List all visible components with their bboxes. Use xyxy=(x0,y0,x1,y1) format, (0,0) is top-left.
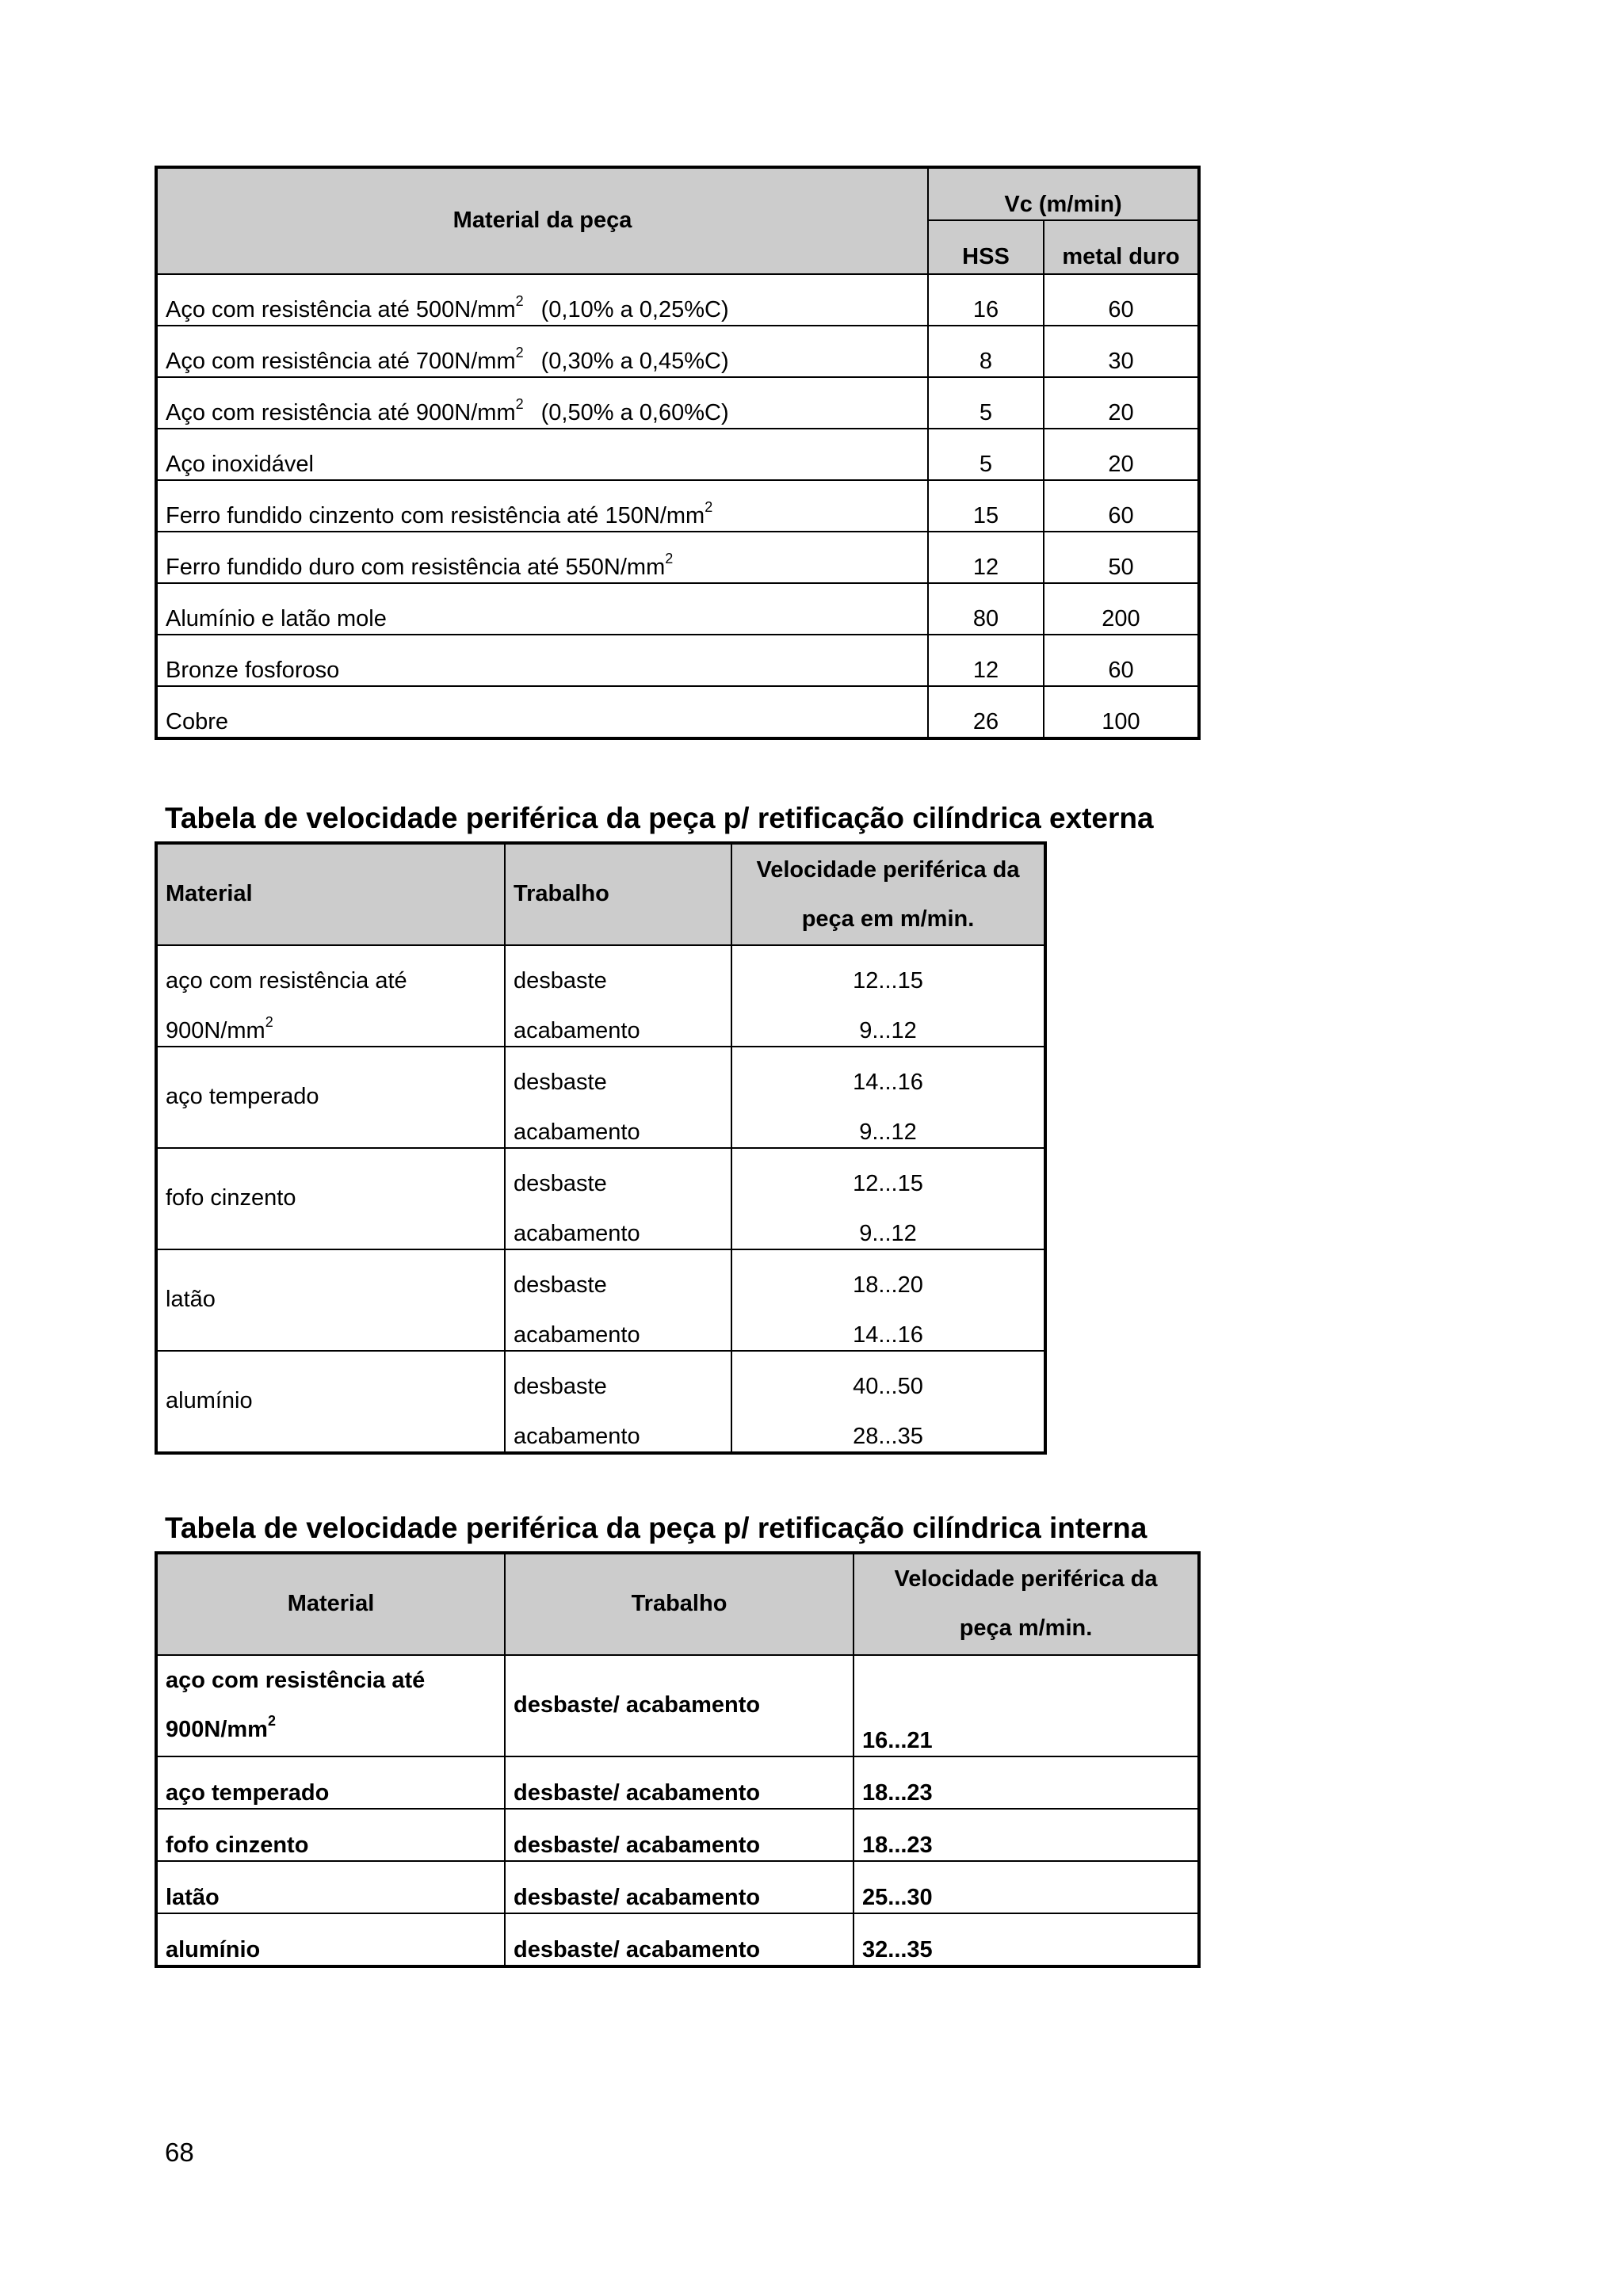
speed-cell: 12...15 xyxy=(731,945,1045,996)
header-trabalho: Trabalho xyxy=(505,843,731,945)
table-row xyxy=(156,635,1199,686)
external-grinding-table-title: Tabela de velocidade periférica da peça p/ retificação cilíndrica externa xyxy=(165,802,1154,834)
speed-cell: 18...23 xyxy=(854,1809,1199,1861)
speed-cell: 9...12 xyxy=(731,1097,1045,1148)
work-cell: acabamento xyxy=(505,1097,731,1148)
table-row xyxy=(156,1861,1199,1913)
hss-cell: 12 xyxy=(928,532,1044,583)
header-metal-duro: metal duro xyxy=(1044,220,1199,274)
material-cell: aço temperado xyxy=(156,1047,505,1148)
metal-duro-cell: 50 xyxy=(1044,532,1199,583)
metal-duro-cell: 20 xyxy=(1044,429,1199,480)
material-cell: $900N/mm^2$ xyxy=(156,996,505,1047)
table-row xyxy=(156,274,1199,326)
material-cell: Ferro fundido duro com resistência até $550N/mm^2$ xyxy=(156,532,928,583)
speed-cell: 32...35 xyxy=(854,1913,1199,1966)
speed-cell: 18...20 xyxy=(731,1249,1045,1300)
speed-cell: 28...35 xyxy=(731,1402,1045,1453)
material-cell: aço com resistência até $900N/mm^2$ xyxy=(156,1655,505,1756)
material-cell: Cobre xyxy=(156,686,928,738)
work-cell: acabamento xyxy=(505,1402,731,1453)
table-row xyxy=(156,480,1199,532)
hss-cell: 5 xyxy=(928,429,1044,480)
page-number: 68 xyxy=(165,2138,194,2167)
work-cell: acabamento xyxy=(505,996,731,1047)
work-cell: desbaste/ acabamento xyxy=(505,1756,854,1809)
speed-cell: 9...12 xyxy=(731,996,1045,1047)
table-row xyxy=(156,532,1199,583)
speed-cell: 18...23 xyxy=(854,1756,1199,1809)
speed-cell: 12...15 xyxy=(731,1148,1045,1199)
table-row xyxy=(156,996,1045,1047)
material-cell: aço com resistência até xyxy=(156,945,505,996)
metal-duro-cell: 20 xyxy=(1044,377,1199,429)
material-cell: alumínio xyxy=(156,1913,505,1966)
work-cell: desbaste/ acabamento xyxy=(505,1913,854,1966)
hss-cell: 80 xyxy=(928,583,1044,635)
header-velocidade: Velocidade periférica da peça m/min. xyxy=(854,1553,1199,1655)
external-grinding-table xyxy=(155,841,1047,1455)
material-cell: aço temperado xyxy=(156,1756,505,1809)
hss-cell: 26 xyxy=(928,686,1044,738)
table-row xyxy=(156,429,1199,480)
speed-cell: 9...12 xyxy=(731,1199,1045,1249)
speed-cell: 14...16 xyxy=(731,1300,1045,1351)
speed-cell: 25...30 xyxy=(854,1861,1199,1913)
table-row xyxy=(156,686,1199,738)
work-cell: desbaste xyxy=(505,945,731,996)
work-cell: acabamento xyxy=(505,1300,731,1351)
table-row xyxy=(156,945,1045,996)
material-cell: Aço com resistência até $900N/mm^2$ (0,50% a 0,60%C) xyxy=(156,377,928,429)
table-row xyxy=(156,1047,1045,1097)
header-material: Material xyxy=(156,843,505,945)
metal-duro-cell: 200 xyxy=(1044,583,1199,635)
internal-grinding-table xyxy=(155,1551,1201,1968)
speed-cell: 40...50 xyxy=(731,1351,1045,1402)
material-cell: alumínio xyxy=(156,1351,505,1453)
table-row xyxy=(156,1756,1199,1809)
metal-duro-cell: 60 xyxy=(1044,274,1199,326)
work-cell: desbaste xyxy=(505,1351,731,1402)
material-cell: Aço com resistência até $700N/mm^2$ (0,30% a 0,45%C) xyxy=(156,326,928,377)
speed-cell: 14...16 xyxy=(731,1047,1045,1097)
header-trabalho: Trabalho xyxy=(505,1553,854,1655)
work-cell: desbaste xyxy=(505,1148,731,1199)
metal-duro-cell: 60 xyxy=(1044,635,1199,686)
hss-cell: 5 xyxy=(928,377,1044,429)
table-row xyxy=(156,1148,1045,1199)
header-vc: Vc (m/min) xyxy=(928,167,1199,220)
table-row xyxy=(156,377,1199,429)
table-row xyxy=(156,1351,1045,1402)
material-cell: fofo cinzento xyxy=(156,1809,505,1861)
cutting-speed-table xyxy=(155,166,1201,740)
hss-cell: 16 xyxy=(928,274,1044,326)
work-cell: desbaste/ acabamento xyxy=(505,1809,854,1861)
header-velocidade: Velocidade periférica da peça em m/min. xyxy=(731,843,1045,945)
material-cell: Ferro fundido cinzento com resistência até $150N/mm^2$ xyxy=(156,480,928,532)
header-material: Material xyxy=(156,1553,505,1655)
work-cell: desbaste/ acabamento xyxy=(505,1861,854,1913)
material-cell: latão xyxy=(156,1861,505,1913)
material-cell: latão xyxy=(156,1249,505,1351)
header-hss: HSS xyxy=(928,220,1044,274)
work-cell: desbaste xyxy=(505,1249,731,1300)
material-cell: Alumínio e latão mole xyxy=(156,583,928,635)
hss-cell: 15 xyxy=(928,480,1044,532)
table-row xyxy=(156,1655,1199,1756)
table-row xyxy=(156,326,1199,377)
metal-duro-cell: 100 xyxy=(1044,686,1199,738)
header-material: Material da peça xyxy=(156,167,928,274)
work-cell: acabamento xyxy=(505,1199,731,1249)
material-cell: Aço com resistência até $500N/mm^2$ (0,10% a 0,25%C) xyxy=(156,274,928,326)
metal-duro-cell: 30 xyxy=(1044,326,1199,377)
internal-grinding-table-title: Tabela de velocidade periférica da peça p/ retificação cilíndrica interna xyxy=(165,1512,1148,1544)
metal-duro-cell: 60 xyxy=(1044,480,1199,532)
material-cell: Bronze fosforoso xyxy=(156,635,928,686)
table-row xyxy=(156,1249,1045,1300)
work-cell: desbaste xyxy=(505,1047,731,1097)
hss-cell: 12 xyxy=(928,635,1044,686)
work-cell: desbaste/ acabamento xyxy=(505,1655,854,1756)
table-row xyxy=(156,1809,1199,1861)
table-row xyxy=(156,1913,1199,1966)
table-row xyxy=(156,583,1199,635)
hss-cell: 8 xyxy=(928,326,1044,377)
material-cell: Aço inoxidável xyxy=(156,429,928,480)
material-cell: fofo cinzento xyxy=(156,1148,505,1249)
speed-cell: 16...21 xyxy=(854,1655,1199,1756)
